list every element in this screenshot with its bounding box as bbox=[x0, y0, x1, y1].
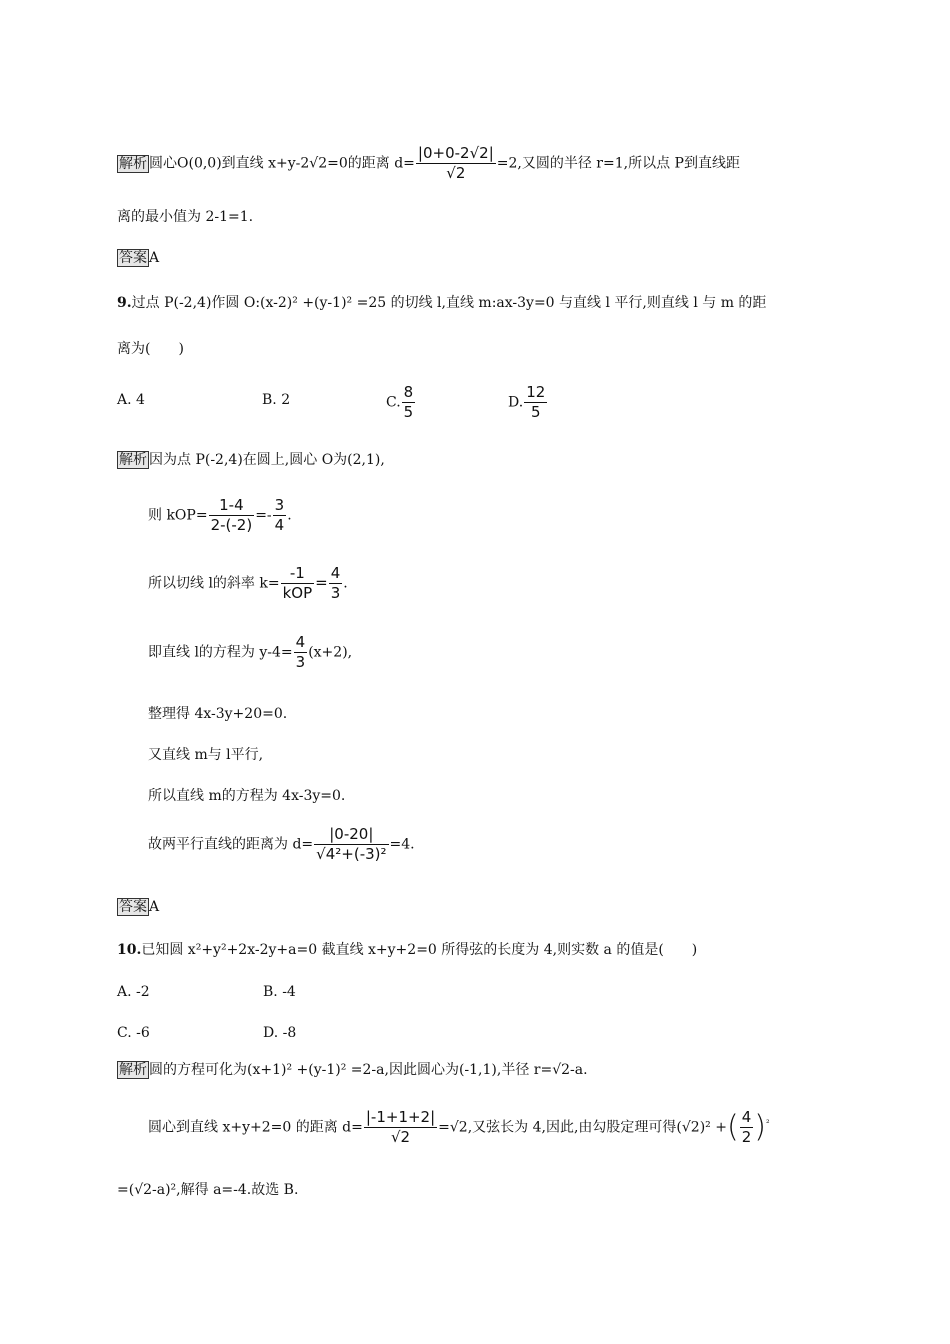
numerator: 4 bbox=[295, 633, 306, 651]
answer-tag: 答案 bbox=[119, 899, 147, 915]
answer-8 bbox=[117, 251, 159, 265]
numerator: 3 bbox=[274, 496, 285, 514]
numerator: |0+0-2√2| bbox=[417, 144, 494, 162]
question-9-stem-2 bbox=[117, 342, 184, 356]
numerator: 4 bbox=[330, 564, 341, 582]
numerator: |0-20| bbox=[314, 825, 388, 845]
text: 已知圆 x²+y²+2x-2y+a=0 截直线 x+y+2=0 所得弦的长度为 4,则实数 a 的值是( ) bbox=[141, 942, 698, 958]
fraction bbox=[740, 1108, 754, 1147]
analysis-tag: 解析 bbox=[119, 1062, 147, 1078]
text: O(0,0)到直线 bbox=[177, 155, 264, 172]
question-10-stem bbox=[117, 943, 697, 957]
denominator: 5 bbox=[403, 403, 414, 421]
analysis-tag: 解析 bbox=[119, 452, 147, 468]
solution-9-line-7 bbox=[148, 789, 345, 803]
numerator: 8 bbox=[403, 383, 414, 401]
analysis-tag: 解析 bbox=[119, 155, 147, 172]
fraction bbox=[281, 564, 315, 603]
solution-9-line-3 bbox=[148, 564, 348, 603]
text: =- bbox=[255, 507, 272, 524]
denominator: 2-(-2) bbox=[210, 516, 253, 534]
text: 圆的方程可化为(x+1)² +(y-1)² =2-a,因此圆心为(-1,1),半径 r=√2-a. bbox=[149, 1062, 588, 1078]
text: D. bbox=[508, 394, 524, 411]
option-a bbox=[117, 985, 150, 999]
text: 所以直线 m的方程为 4x-3y=0. bbox=[148, 788, 346, 804]
text: = bbox=[315, 573, 328, 592]
text: D. -8 bbox=[263, 1025, 297, 1041]
text: x+y-2√2=0的距离 bbox=[268, 155, 390, 172]
question-number: 10. bbox=[117, 942, 142, 958]
text: B. 2 bbox=[262, 392, 291, 408]
text: 圆心到直线 x+y+2=0 的距离 d= bbox=[148, 1119, 363, 1136]
denominator: √2 bbox=[390, 1128, 411, 1146]
fraction bbox=[314, 825, 388, 864]
denominator: 3 bbox=[330, 584, 341, 602]
text: 过点 P(-2,4)作圆 O:(x-2)² +(y-1)² =25 的切线 l,直线 m:ax-3y=0 与直线 l 平行,则直线 l 与 m 的距 bbox=[131, 295, 767, 311]
fraction bbox=[329, 564, 343, 603]
solution-9-line-6 bbox=[148, 748, 263, 762]
text: . bbox=[343, 575, 348, 592]
text: d= bbox=[394, 155, 415, 172]
option-d bbox=[263, 1026, 296, 1040]
text: A. -2 bbox=[117, 984, 150, 1000]
solution-9-line-5 bbox=[148, 707, 287, 721]
option-b bbox=[262, 393, 290, 407]
fraction bbox=[294, 633, 308, 672]
question-number: 9. bbox=[117, 295, 132, 311]
text: . bbox=[287, 507, 292, 524]
solution-8-line-1 bbox=[117, 144, 740, 183]
text: =(√2-a)²,解得 a=-4.故选 B. bbox=[117, 1182, 299, 1198]
solution-9-line-4 bbox=[148, 633, 352, 672]
solution-9-line-8 bbox=[148, 825, 415, 864]
option-c bbox=[117, 1026, 150, 1040]
right-paren: ) bbox=[754, 1109, 766, 1145]
text: C. -6 bbox=[117, 1025, 150, 1041]
denominator: 5 bbox=[530, 403, 541, 421]
text: 因为点 P(-2,4)在圆上,圆心 O为(2,1), bbox=[149, 452, 385, 468]
text: =4. bbox=[389, 836, 415, 853]
numerator: 1-4 bbox=[209, 496, 255, 516]
distance-fraction bbox=[416, 144, 496, 183]
option-c bbox=[386, 383, 416, 422]
answer-tag: 答案 bbox=[119, 250, 147, 266]
text: A. 4 bbox=[117, 392, 145, 408]
text: B. -4 bbox=[263, 984, 296, 1000]
text: C. bbox=[386, 394, 401, 411]
solution-10-line-3 bbox=[117, 1183, 298, 1197]
denominator: 4 bbox=[274, 516, 285, 534]
answer-9 bbox=[117, 900, 159, 914]
solution-8-line-2 bbox=[117, 210, 253, 224]
denominator: √2 bbox=[446, 164, 466, 182]
denominator: √4²+(-3)² bbox=[316, 845, 387, 863]
solution-10-line-1 bbox=[117, 1063, 588, 1077]
denominator: 2 bbox=[741, 1128, 752, 1146]
text: 即直线 l的方程为 y-4= bbox=[148, 644, 293, 661]
text: 则 kOP= bbox=[148, 507, 208, 524]
fraction bbox=[402, 383, 416, 422]
option-b bbox=[263, 985, 296, 999]
text: 圆心 bbox=[149, 155, 177, 172]
denominator: kOP bbox=[282, 584, 313, 602]
exponent: ² bbox=[765, 1118, 770, 1129]
text: 离的最小值为 2-1=1. bbox=[117, 209, 254, 225]
option-d bbox=[508, 383, 548, 422]
left-paren: ( bbox=[726, 1109, 739, 1145]
fraction bbox=[209, 496, 255, 535]
text: 离为( ) bbox=[117, 341, 184, 357]
solution-10-line-2 bbox=[148, 1108, 770, 1147]
numerator: 4 bbox=[741, 1108, 752, 1126]
text: 又直线 m与 l平行, bbox=[148, 747, 264, 763]
numerator: 12 bbox=[526, 383, 546, 401]
text: =√2,又弦长为 4,因此,由勾股定理可得(√2)² + bbox=[438, 1119, 727, 1136]
text: 故两平行直线的距离为 d= bbox=[148, 836, 314, 853]
question-9-stem bbox=[117, 296, 766, 310]
fraction bbox=[273, 496, 287, 535]
text: =2,又圆的半径 r=1,所以点 P到直线距 bbox=[496, 155, 740, 172]
text: (x+2), bbox=[308, 644, 353, 661]
text: 整理得 4x-3y+20=0. bbox=[148, 706, 288, 722]
numerator: |-1+1+2| bbox=[365, 1108, 436, 1126]
answer-value: A bbox=[149, 250, 160, 266]
numerator: -1 bbox=[281, 564, 315, 584]
option-a bbox=[117, 393, 145, 407]
fraction bbox=[524, 383, 547, 422]
denominator: 3 bbox=[295, 653, 306, 671]
text: 所以切线 l的斜率 k= bbox=[148, 575, 280, 592]
answer-value: A bbox=[149, 899, 160, 915]
solution-9-line-2 bbox=[148, 496, 292, 535]
fraction bbox=[364, 1108, 437, 1147]
solution-9-line-1 bbox=[117, 453, 385, 467]
